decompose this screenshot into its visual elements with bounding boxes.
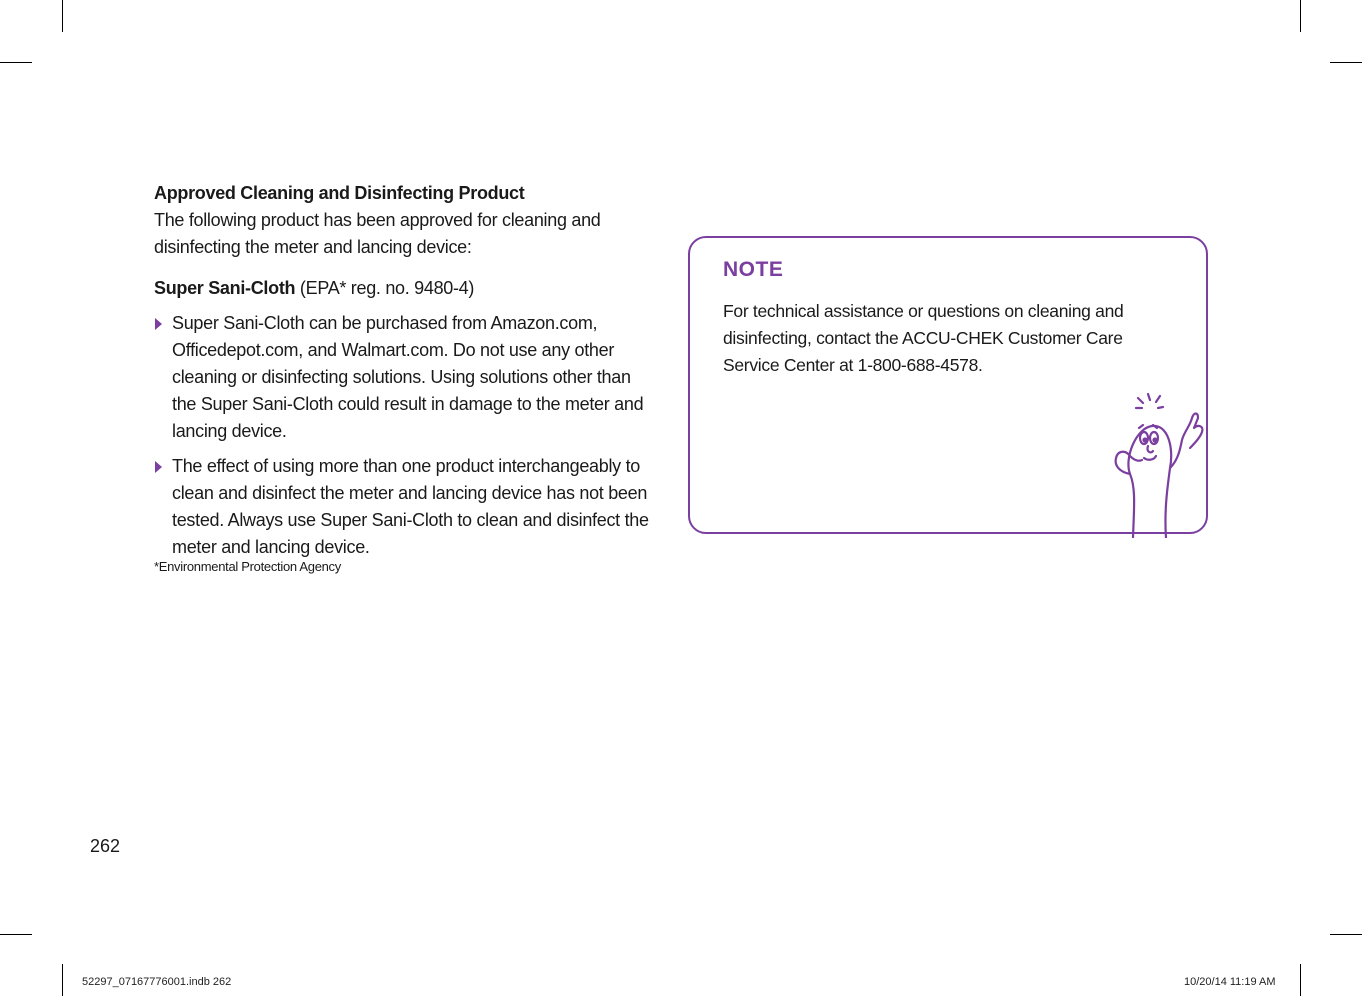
bullet-list <box>154 310 654 561</box>
page-number: 262 <box>90 836 121 856</box>
thinking-character-icon <box>1108 388 1212 538</box>
slug-filename: 52297_07167776001.indb 262 <box>82 976 232 988</box>
crop-mark <box>0 934 32 935</box>
cleaning-section <box>154 180 654 575</box>
bullet-text: Super Sani-Cloth can be purchased from Amazon.com, Officedepot.com, and Walmart.com. Do not use any other cleaning or disinfecting solutions. Using solutions other than the Super Sani-Cloth could result in damage to the meter and lancing device. <box>172 313 644 441</box>
footnote: *Environmental Protection Agency <box>154 559 341 574</box>
triangle-bullet-icon <box>155 318 162 330</box>
crop-mark <box>1300 964 1301 996</box>
slug-timestamp: 10/20/14 11:19 AM <box>1184 976 1276 988</box>
product-registration: (EPA* reg. no. 9480-4) <box>295 278 475 298</box>
section-title: Approved Cleaning and Disinfecting Product <box>154 183 525 203</box>
crop-mark <box>62 964 63 996</box>
note-title: NOTE <box>723 258 784 281</box>
bullet-text: The effect of using more than one product interchangeably to clean and disinfect the meter and lancing device has not been tested. Always use Super Sani-Cloth to clean and disinfect the meter and lancing device. <box>172 456 649 557</box>
crop-mark <box>1300 0 1301 32</box>
list-item <box>154 310 654 445</box>
crop-mark <box>1330 934 1362 935</box>
crop-mark <box>0 62 32 63</box>
product-name: Super Sani-Cloth <box>154 278 296 298</box>
intro-paragraph: The following product has been approved for cleaning and disinfecting the meter and lancing device: <box>154 210 601 257</box>
crop-mark <box>1330 62 1362 63</box>
product-line <box>154 275 654 302</box>
note-text: For technical assistance or questions on cleaning and disinfecting, contact the ACCU-CHEK Customer Care Service Center at 1-800-688-4578. <box>723 301 1124 375</box>
crop-mark <box>62 0 63 32</box>
triangle-bullet-icon <box>155 461 162 473</box>
list-item <box>154 453 654 561</box>
